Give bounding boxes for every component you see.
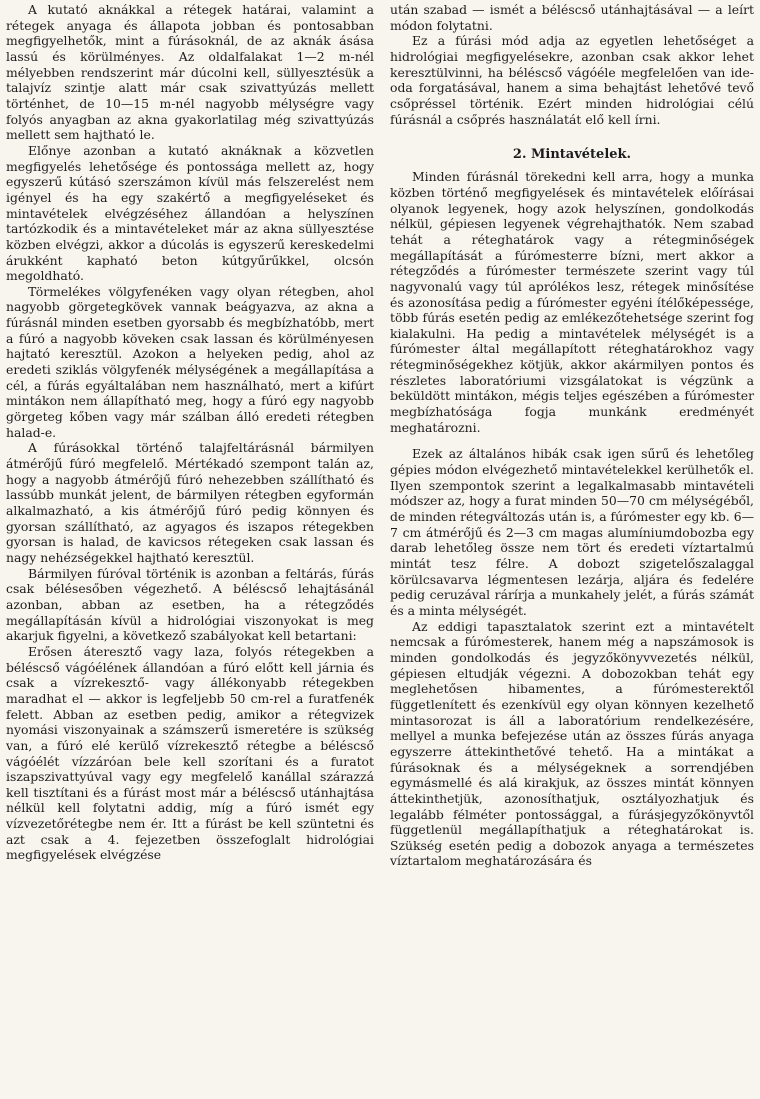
right-column <box>390 2 754 869</box>
left-column <box>6 2 374 863</box>
paragraph: Minden fúrásnál törekedni kell arra, hogy a munka közben történő megfigyelések és mintavételek előírásai olyanok legyenek, hogy azok helyszínen, gondolkodás nélkül, gépiesen legyenek végrehajthatók. Nem szabad tehát a réteghatárok vagy a rétegminőségek megállapítását a fúrómesterre bízni, mert akkor a rétegződés a fúrómester természete szerint vagy túl nagyvonalú vagy túl aprólékos lesz, rétegek minősítése és azonosítása pedig a fúrómester egyéni ítélőképessége, több fúrás esetén pedig az emlékezőtehetsége szerint fog kialakulni. Ha pedig a mintavételek mélységét is a fúrómester által megállapított réteghatárokhoz vagy rétegminőségekhez kötjük, akkor akármilyen pontos és részletes laboratóriumi vizsgálatokat is végzünk a beküldött mintákon, mégis teljes egészében a fúrómester megbízhatósága fogja munkánk eredményét meghatározni. <box>390 169 754 435</box>
paragraph: A fúrásokkal történő talajfeltárásnál bármilyen átmérőjű fúró megfelelő. Mértékadó szempont talán az, hogy a nagyobb átmérőjű fúró nehezebben szállítható és lassúbb munkát jelent, de bármilyen rétegben egyformán alkalmazható, a kis átmérőjű fúró pedig könnyen és gyorsan szállítható, az agyagos és iszapos rétegekben gyorsan is halad, de kavicsos rétegeken csak lassan és nagy nehézségekkel hajtható keresztül. <box>6 440 374 565</box>
paragraph: Ez a fúrási mód adja az egyetlen lehetőséget a hidrológiai megfigyelésekre, azonban csak akkor lehet keresztülvinni, ha béléscső vágóéle megfelelően van ide-oda forgatásával, hanem a sima behajtást lehetővé tevő csőpréssel történik. Ezért minden hidrológiai célú fúrásnál a csőprés használatát elő kell írni. <box>390 33 754 127</box>
paragraph: Az eddigi tapasztalatok szerint ezt a mintavételt nemcsak a fúrómesterek, hanem még a napszámosok is minden gondolkodás és jegyzőkönyvvezetés nélkül, gépiesen eltudják végezni. A dobozokban tehát egy meglehetősen hibamentes, a fúrómesterektől függetlenített és ezenkívül egy olyan könnyen kezelhető mintasorozat is áll a laboratórium rendelkezésére, mellyel a munka befejezése után az összes fúrás anyaga egyszerre áttekinthetővé tehető. Ha a mintákat a fúrásoknak és a mélységeknek a sorrendjében egymásmellé és alá kirakjuk, az összes mintát könnyen áttekinthetjük, azonosíthatjuk, osztályozhatjuk és legalább félméter pontossággal, a fúrásjegyzőkönyvtől függetlenül megállapíthatjuk a réteghatárokat is. Szükség esetén pedig a dobozok anyaga a természetes víztartalom meghatározására és <box>390 618 754 869</box>
paragraph: Ezek az általános hibák csak igen sűrű és lehetőleg gépies módon elvégezhető mintavételekkel kerülhetők el. Ilyen szempontok szerint a legalkalmasabb mintavételi módszer az, hogy a furat minden 50—70 cm mélységéből, de minden rétegváltozás után is, a fúrómester egy kb. 6—7 cm átmérőjű és 2—3 cm magas alumíniumdobozba egy darab lehetőleg össze nem tört és eredeti víztartalmú mintát tesz félre. A dobozt szigetelőszalaggal körülcsavarva légmentesen lezárja, aljára és fedelére pedig ceruzával rárírja a munkahely jelét, a fúrás számát és a minta mélységét. <box>390 446 754 618</box>
paragraph: Bármilyen fúróval történik is azonban a feltárás, fúrás csak bélésesőben végezhető. A béléscső lehajtásánál azonban, abban az esetben, ha a rétegződés megállapításán kívül a hidrológiai viszonyokat is meg akarjuk figyelni, a következő szabályokat kell betartani: <box>6 565 374 644</box>
paragraph: Előnye azonban a kutató aknáknak a közvetlen megfigyelés lehetősége és pontossága mellett az, hogy egyszerű kútásó szerszámon kívül más felszerelést nem igényel és ha egy szakértő a megfigyeléseket és mintavételek elvégzéséhez állandóan a helyszínen tartózkodik és a mintavételeket már az akna süllyesztése közben elvégzi, akkor a dúcolás is egyszerű kereskedelmi árukként kapható beton kútgyűrűkkel, olcsón megoldható. <box>6 142 374 284</box>
paragraph: után szabad — ismét a béléscső utánhajtásával — a leírt módon folytatni. <box>390 2 754 33</box>
paragraph: Törmelékes völgyfenéken vagy olyan rétegben, ahol nagyobb görgetegkövek vannak beágyazva, az akna a fúrásnál minden esetben gyorsabb és megbízhatóbb, mert a fúró a nagyobb köveken csak lassan és körülményesen hajtató keresztül. Azokon a helyeken pedig, ahol az eredeti sziklás völgyfenék mélységének a megállapítása a cél, a fúrás egyáltalában nem használható, mert a kifúrt mintákon nem állapítható meg, hogy a fúró egy nagyobb görgeteg kőben vagy már szálban álló eredeti rétegben halad-e. <box>6 283 374 440</box>
section-heading: 2. Mintavételek. <box>512 147 632 163</box>
paragraph: Erősen áteresztő vagy laza, folyós rétegekben a béléscső vágóélének állandóan a fúró előtt kell járnia és csak a vízrekesztő- vagy állékonyabb rétegekben maradhat el — akkor is legfeljebb 50 cm-rel a furatfenék felett. Abban az esetben pedig, amikor a rétegvizek nyomási viszonyainak a számszerű ismeretére is szükség van, a fúró elé kerülő vízrekesztő rétegbe a béléscső vágóélét vízzáróan bele kell szorítani és a furatot iszapszivattyúval vagy egy megfelelő kanállal szárazzá kell tisztítani és a fúrást most már a béléscső utánhajtása nélkül kell folytatni addig, míg a fúró ismét egy vízvezetőrétegbe nem ér. Itt a fúrást be kell szüntetni és azt csak a 4. fejezetben összefoglalt hidrológiai megfigyelések elvégzése <box>6 643 374 863</box>
paragraph: A kutató aknákkal a rétegek határai, valamint a rétegek anyaga és állapota jobban és pontosabban megfigyelhetők, mint a fúrásoknál, de az aknák ásása lassú és körülményes. Az oldalfalakat 1—2 m-nél mélyebben rendszerint már dúcolni kell, süllyesztésük a talajvíz szintje alatt már csak szivattyúzás mellett történhet, de 10—15 m-nél nagyobb mélységre vagy folyós anyagban az akna gyakorlatilag még szivattyúzás mellett sem hajtható le. <box>6 2 374 143</box>
